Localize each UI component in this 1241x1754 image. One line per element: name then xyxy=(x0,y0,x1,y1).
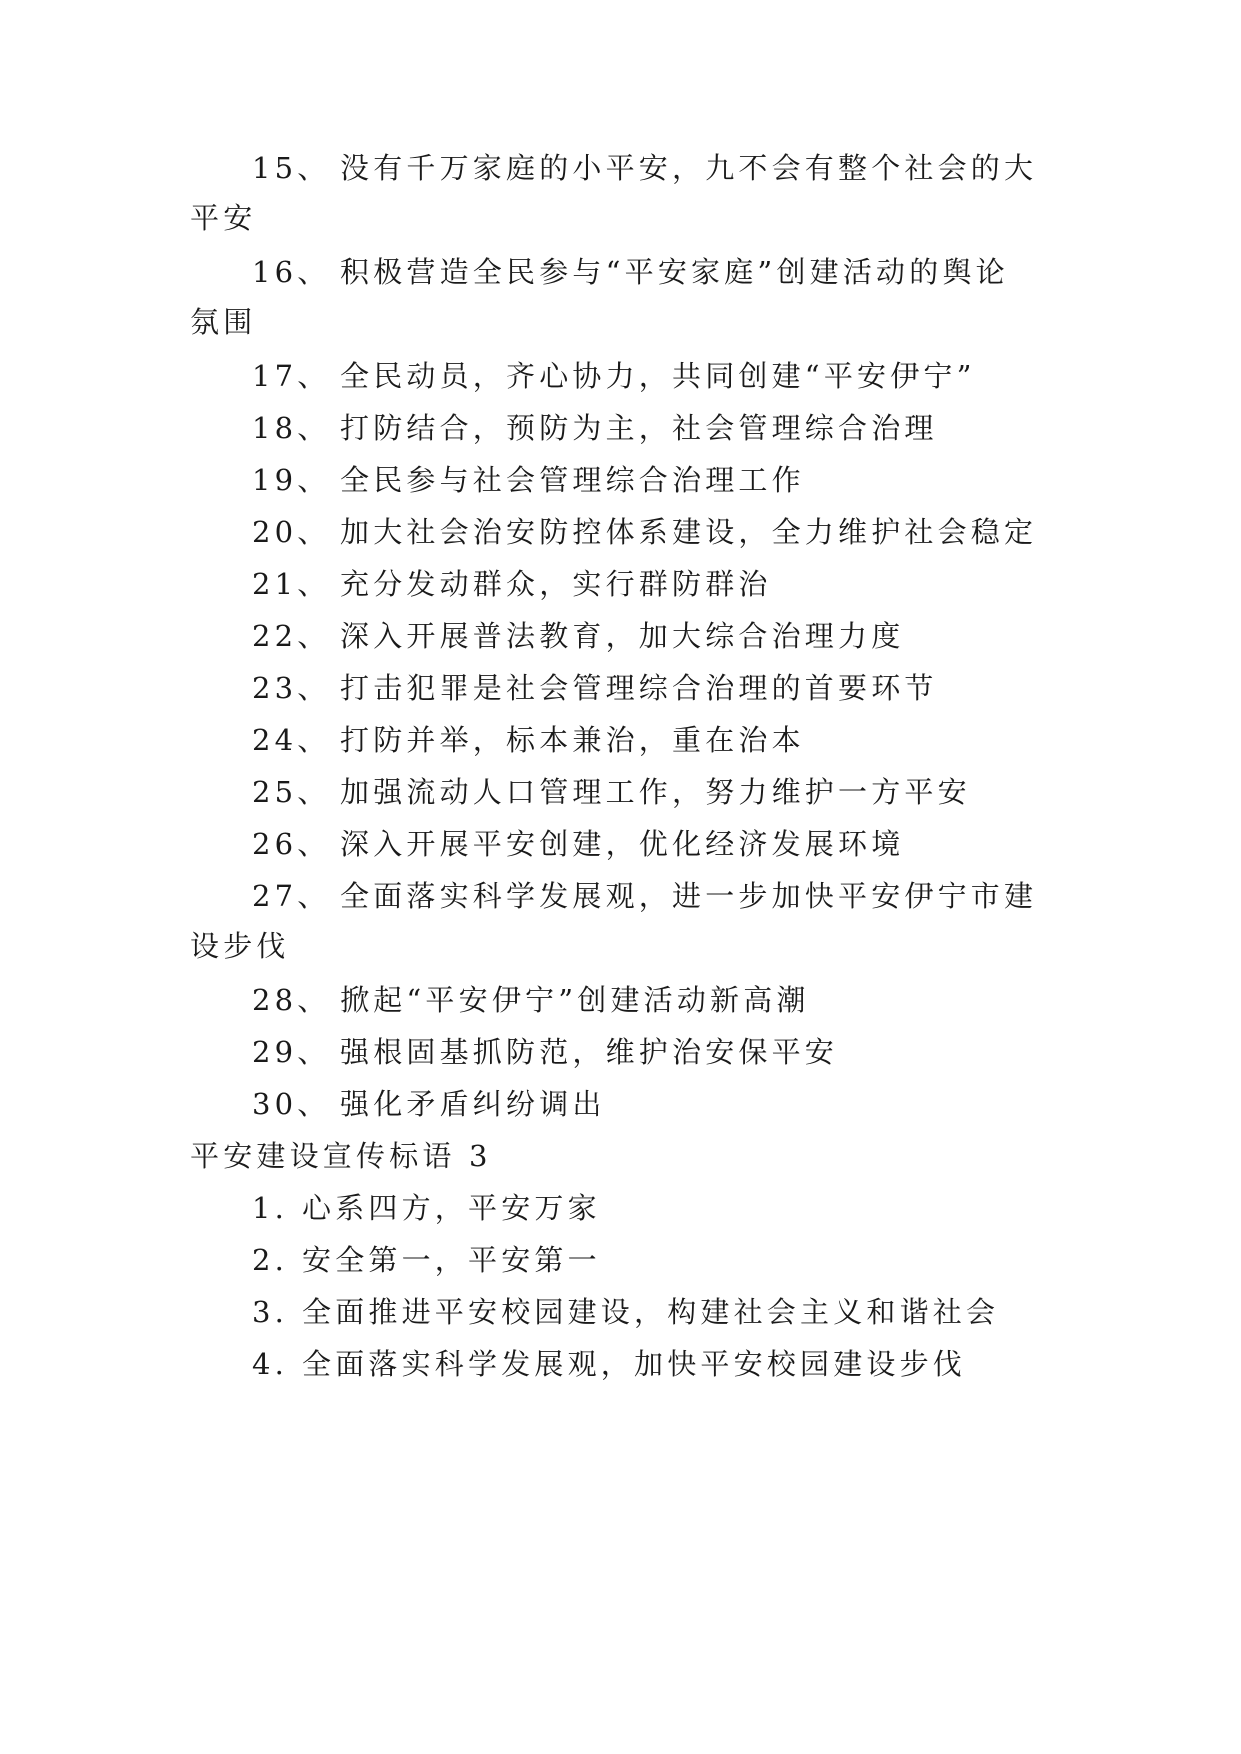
item-text: 全面推进平安校园建设，构建社会主义和谐社会 xyxy=(302,1295,1000,1329)
item-number: 19、 xyxy=(252,463,331,497)
item-text: 强根固基抓防范，维护治安保平安 xyxy=(340,1035,839,1069)
item-number: 17、 xyxy=(252,359,331,393)
list-item-continuation: 氛围 xyxy=(190,305,257,339)
item-number: 2. xyxy=(252,1243,289,1277)
item-number: 15、 xyxy=(252,151,331,185)
item-number: 4. xyxy=(252,1347,289,1381)
list-item xyxy=(252,772,1112,812)
list-item xyxy=(252,252,1112,292)
list-item xyxy=(252,564,1112,604)
item-number: 29、 xyxy=(252,1035,331,1069)
item-text: 没有千万家庭的小平安，九不会有整个社会的大 xyxy=(340,151,1038,185)
item-number: 23、 xyxy=(252,671,331,705)
list-item xyxy=(252,148,1112,188)
item-number: 21、 xyxy=(252,567,331,601)
item-number: 20、 xyxy=(252,515,331,549)
item-text: 积极营造全民参与“平安家庭”创建活动的舆论 xyxy=(340,255,1009,289)
list-item xyxy=(252,356,1112,396)
list-item xyxy=(252,1032,1112,1072)
item-number: 24、 xyxy=(252,723,331,757)
list-item xyxy=(252,824,1112,864)
item-number: 18、 xyxy=(252,411,331,445)
item-text: 打防并举，标本兼治，重在治本 xyxy=(340,723,805,757)
list-item xyxy=(252,720,1112,760)
item-text: 加强流动人口管理工作，努力维护一方平安 xyxy=(340,775,971,809)
item-text: 强化矛盾纠纷调出 xyxy=(340,1087,606,1121)
item-number: 25、 xyxy=(252,775,331,809)
section-title: 平安建设宣传标语 3 xyxy=(190,1139,492,1173)
item-text: 全民参与社会管理综合治理工作 xyxy=(340,463,805,497)
item-text: 深入开展平安创建，优化经济发展环境 xyxy=(340,827,905,861)
item-text: 打击犯罪是社会管理综合治理的首要环节 xyxy=(340,671,938,705)
item-number: 26、 xyxy=(252,827,331,861)
item-text: 打防结合，预防为主，社会管理综合治理 xyxy=(340,411,938,445)
list-item xyxy=(252,512,1112,552)
list-item xyxy=(252,1344,1112,1384)
item-number: 22、 xyxy=(252,619,331,653)
item-text: 全民动员，齐心协力，共同创建“平安伊宁” xyxy=(340,359,976,393)
list-item xyxy=(252,980,1112,1020)
item-text: 心系四方，平安万家 xyxy=(302,1191,601,1225)
item-number: 30、 xyxy=(252,1087,331,1121)
list-item xyxy=(252,668,1112,708)
item-number: 16、 xyxy=(252,255,331,289)
item-text: 加大社会治安防控体系建设，全力维护社会稳定 xyxy=(340,515,1038,549)
item-number: 3. xyxy=(252,1295,289,1329)
list-item xyxy=(252,1188,1112,1228)
item-text: 全面落实科学发展观，加快平安校园建设步伐 xyxy=(302,1347,967,1381)
list-item xyxy=(252,460,1112,500)
list-item-continuation: 平安 xyxy=(190,201,257,235)
item-text: 安全第一，平安第一 xyxy=(302,1243,601,1277)
item-text: 全面落实科学发展观，进一步加快平安伊宁市建 xyxy=(340,879,1038,913)
list-item-continuation: 设步伐 xyxy=(190,929,290,963)
list-item xyxy=(252,1084,1112,1124)
item-text: 掀起“平安伊宁”创建活动新高潮 xyxy=(340,983,810,1017)
list-item xyxy=(252,408,1112,448)
item-number: 1. xyxy=(252,1191,289,1225)
item-text: 深入开展普法教育，加大综合治理力度 xyxy=(340,619,905,653)
list-item xyxy=(252,616,1112,656)
list-item xyxy=(252,876,1112,916)
item-number: 28、 xyxy=(252,983,331,1017)
list-item xyxy=(252,1240,1112,1280)
item-text: 充分发动群众，实行群防群治 xyxy=(340,567,772,601)
list-item xyxy=(252,1292,1112,1332)
item-number: 27、 xyxy=(252,879,331,913)
